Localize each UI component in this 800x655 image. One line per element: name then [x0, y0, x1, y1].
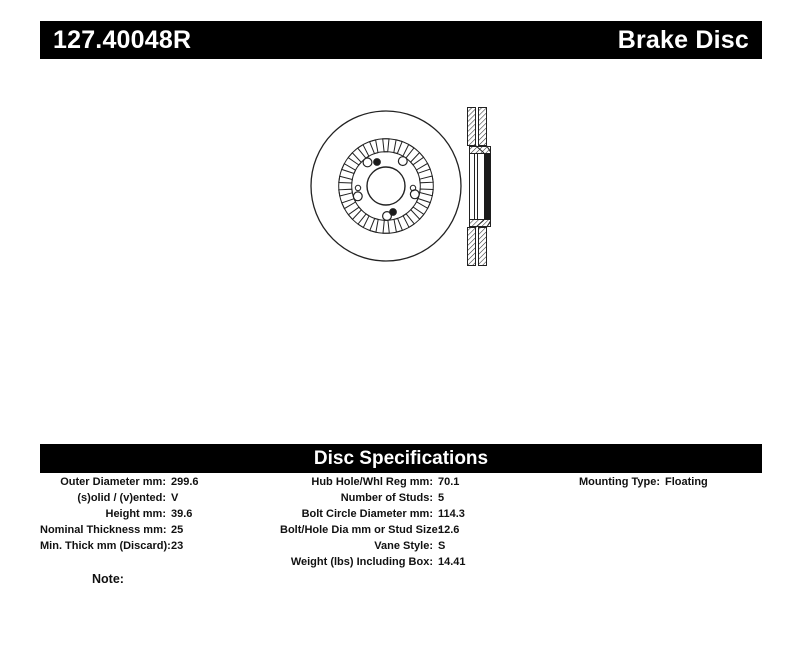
spec-row [40, 522, 280, 538]
spec-value: 14.41 [438, 556, 466, 568]
spec-row [40, 506, 280, 522]
brake-disc-side-view [468, 108, 491, 266]
stud-hole [410, 190, 419, 199]
spec-value: 70.1 [438, 476, 460, 488]
spec-label: Vane Style: [374, 540, 433, 552]
stud-hole [363, 158, 372, 167]
vane-segment [420, 176, 434, 183]
vane-segment [411, 207, 424, 219]
brake-disc-front-view [311, 111, 461, 261]
friction-plate-section [468, 108, 476, 146]
spec-row [40, 490, 280, 506]
spec-row [280, 490, 532, 506]
spec-label: Bolt Circle Diameter mm: [301, 508, 433, 520]
vane-segment [383, 139, 389, 152]
vane-segment [348, 153, 361, 165]
header-bar [40, 21, 762, 59]
spec-label: Outer Diameter mm: [60, 476, 166, 488]
brake-disc-technical-drawing [280, 95, 525, 280]
spec-label: Mounting Type: [578, 476, 660, 488]
vane-segment [420, 189, 434, 196]
vane-segment [370, 140, 378, 154]
stud-hole [353, 192, 362, 201]
spec-label: Min. Thick mm (Discard): [40, 540, 171, 552]
friction-plate-section [468, 228, 476, 266]
vane-segment [348, 207, 361, 219]
vane-segment [383, 220, 389, 233]
spec-value: 23 [171, 540, 184, 552]
vane-segment [394, 140, 402, 154]
spec-value: 5 [438, 492, 445, 504]
vane-segment [416, 163, 430, 173]
spec-row [40, 538, 280, 554]
spec-column-middle [280, 474, 532, 570]
hub-face-solid-section [484, 154, 491, 220]
spec-label: Number of Studs: [340, 492, 433, 504]
vane-segment [342, 199, 356, 209]
spec-label: Hub Hole/Whl Reg mm: [311, 476, 433, 488]
spec-title-bar [40, 444, 762, 473]
vane-segment [370, 218, 378, 232]
spec-title: Disc Specifications [313, 448, 489, 469]
spec-label: Weight (lbs) Including Box: [290, 556, 433, 568]
vane-segment [394, 218, 402, 232]
spec-value: 299.6 [171, 476, 199, 488]
vane-segment [411, 153, 424, 165]
spec-columns [40, 474, 762, 570]
center-hub-hole [367, 167, 405, 205]
spec-row [532, 474, 762, 490]
spec-row [40, 474, 280, 490]
spec-label: Nominal Thickness mm: [40, 524, 167, 536]
spec-column-left [40, 474, 280, 570]
spec-value: 114.3 [438, 508, 465, 520]
vane-segment [358, 145, 369, 159]
spec-row [280, 554, 532, 570]
spec-label: Height mm: [105, 508, 166, 520]
friction-plate-section [479, 228, 487, 266]
set-screw-hole [355, 185, 360, 190]
friction-plate-section [479, 108, 487, 146]
spec-value: Floating [665, 476, 708, 488]
spec-value: S [438, 540, 446, 552]
vane-segment [342, 164, 356, 174]
spec-label: Bolt/Hole Dia mm or Stud Size: [280, 524, 442, 536]
vane-segment [339, 176, 353, 183]
spec-column-right [532, 474, 762, 570]
spec-row [280, 522, 532, 538]
vane-segment [403, 214, 414, 228]
spec-row [280, 474, 532, 490]
spec-value: 25 [171, 524, 184, 536]
disc-outer-edge [311, 111, 461, 261]
part-number: 127.40048R [53, 25, 192, 54]
vane-segment [358, 214, 369, 228]
marker-dot [374, 159, 381, 166]
spec-value: V [171, 492, 179, 504]
vane-segment [417, 199, 431, 209]
stud-hole [398, 157, 407, 166]
spec-value: 12.6 [438, 524, 460, 536]
spec-row [280, 538, 532, 554]
vane-ring-inner [352, 152, 421, 221]
spec-value: 39.6 [171, 508, 193, 520]
marker-dot [390, 209, 397, 216]
note-label: Note: [92, 572, 124, 586]
spec-label: (s)olid / (v)ented: [77, 492, 166, 504]
vane-segment [339, 189, 353, 196]
spec-row [280, 506, 532, 522]
product-type-title: Brake Disc [617, 25, 749, 54]
vane-segment [403, 145, 414, 159]
